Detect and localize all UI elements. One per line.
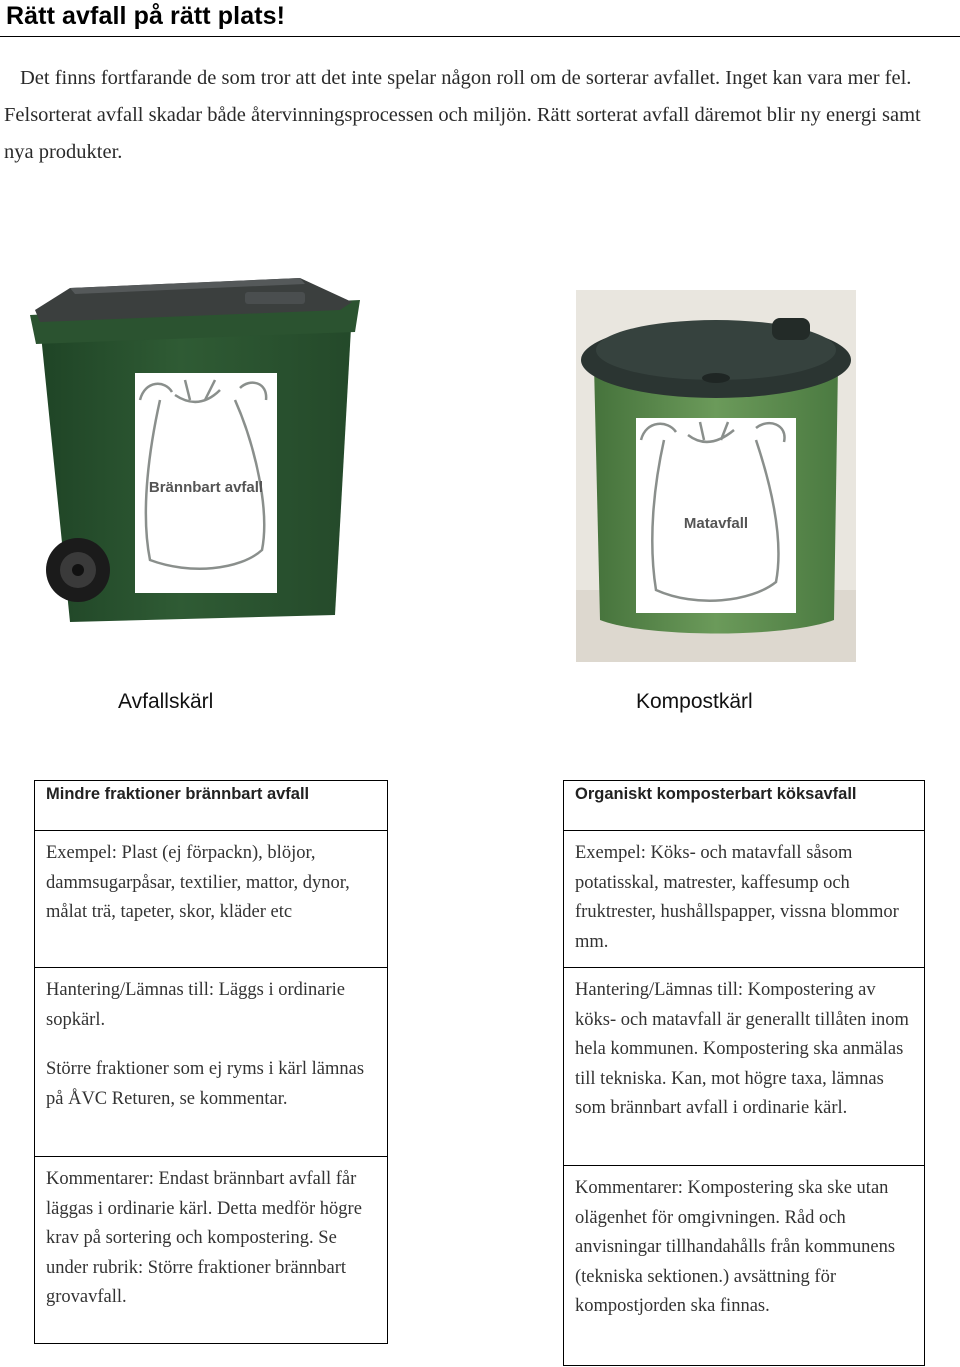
compost-bin-caption: Kompostkärl bbox=[636, 690, 753, 713]
sticker-label-left: Brännbart avfall bbox=[148, 479, 264, 496]
page-title: Rätt avfall på rätt plats! bbox=[6, 2, 286, 30]
compost-comment-cell bbox=[564, 1166, 924, 1322]
waste-handling-text: Hantering/Lämnas till: Läggs i ordinarie sopkärl. bbox=[46, 980, 346, 1030]
compost-example-text: Exempel: Köks- och matavfall såsom potatisskal, matrester, kaffesump och fruktrester, hushållspapper, vissna blommor mm. bbox=[575, 843, 899, 952]
waste-comment-label: Kommentarer bbox=[46, 1169, 149, 1189]
waste-handling-label: Hantering/Lämnas till bbox=[46, 980, 209, 1000]
waste-bin-caption: Avfallskärl bbox=[118, 690, 214, 713]
waste-table-title: Mindre fraktioner brännbart avfall bbox=[35, 781, 387, 831]
compost-handling-label: Hantering/Lämnas till bbox=[575, 980, 738, 1000]
waste-handling-extra: Större fraktioner som ej ryms i kärl lämnas på ÅVC Returen, se kommentar. bbox=[46, 1059, 365, 1109]
waste-info-table bbox=[34, 780, 388, 1344]
waste-example-label: Exempel bbox=[46, 843, 112, 863]
waste-handling-cell bbox=[35, 968, 387, 1157]
compost-handling-cell bbox=[564, 968, 924, 1166]
compost-handling-text: Hantering/Lämnas till: Kompostering av köks- och matavfall är generallt tillåten inom hela kommunen. Kompostering ska anmälas till tekniska. Kan, mot högre taxa, lämnas som brännbart avfall i ordinarie kärl. bbox=[575, 980, 909, 1118]
title-divider bbox=[0, 36, 960, 37]
compost-bin-image bbox=[576, 290, 856, 662]
compost-table-title: Organiskt komposterbart köksavfall bbox=[564, 781, 924, 831]
intro-paragraph: Det finns fortfarande de som tror att det inte spelar någon roll om de sorterar avfallet. Inget kan vara mer fel. Felsorterat avfall skadar både återvinningsprocessen och miljön. Rätt sorterat avfall däremot blir ny energi samt nya produkter. bbox=[4, 67, 921, 163]
waste-example-cell bbox=[35, 831, 387, 968]
waste-comment-text: Kommentarer: Endast brännbart avfall får läggas i ordinarie kärl. Detta medför högre krav på sortering och kompostering. Se under rubrik: Större fraktioner brännbart grovavfall. bbox=[46, 1169, 362, 1307]
compost-example-label: Exempel bbox=[575, 843, 641, 863]
compost-comment-label: Kommentarer bbox=[575, 1178, 678, 1198]
compost-info-table bbox=[563, 780, 925, 1366]
waste-comment-cell bbox=[35, 1157, 387, 1313]
compost-comment-text: Kommentarer: Kompostering ska ske utan olägenhet för omgivningen. Råd och anvisningar tillhandahålls från kommunens (tekniska sektionen.) avsättning för kompostjorden ska finnas. bbox=[575, 1178, 896, 1316]
waste-example-text: Exempel: Plast (ej förpackn), blöjor, dammsugarpåsar, textilier, mattor, dynor, målat trä, tapeter, skor, kläder etc bbox=[46, 843, 350, 922]
compost-example-cell bbox=[564, 831, 924, 968]
waste-bin-image bbox=[0, 270, 370, 630]
sticker-label-right: Matavfall bbox=[683, 515, 749, 532]
